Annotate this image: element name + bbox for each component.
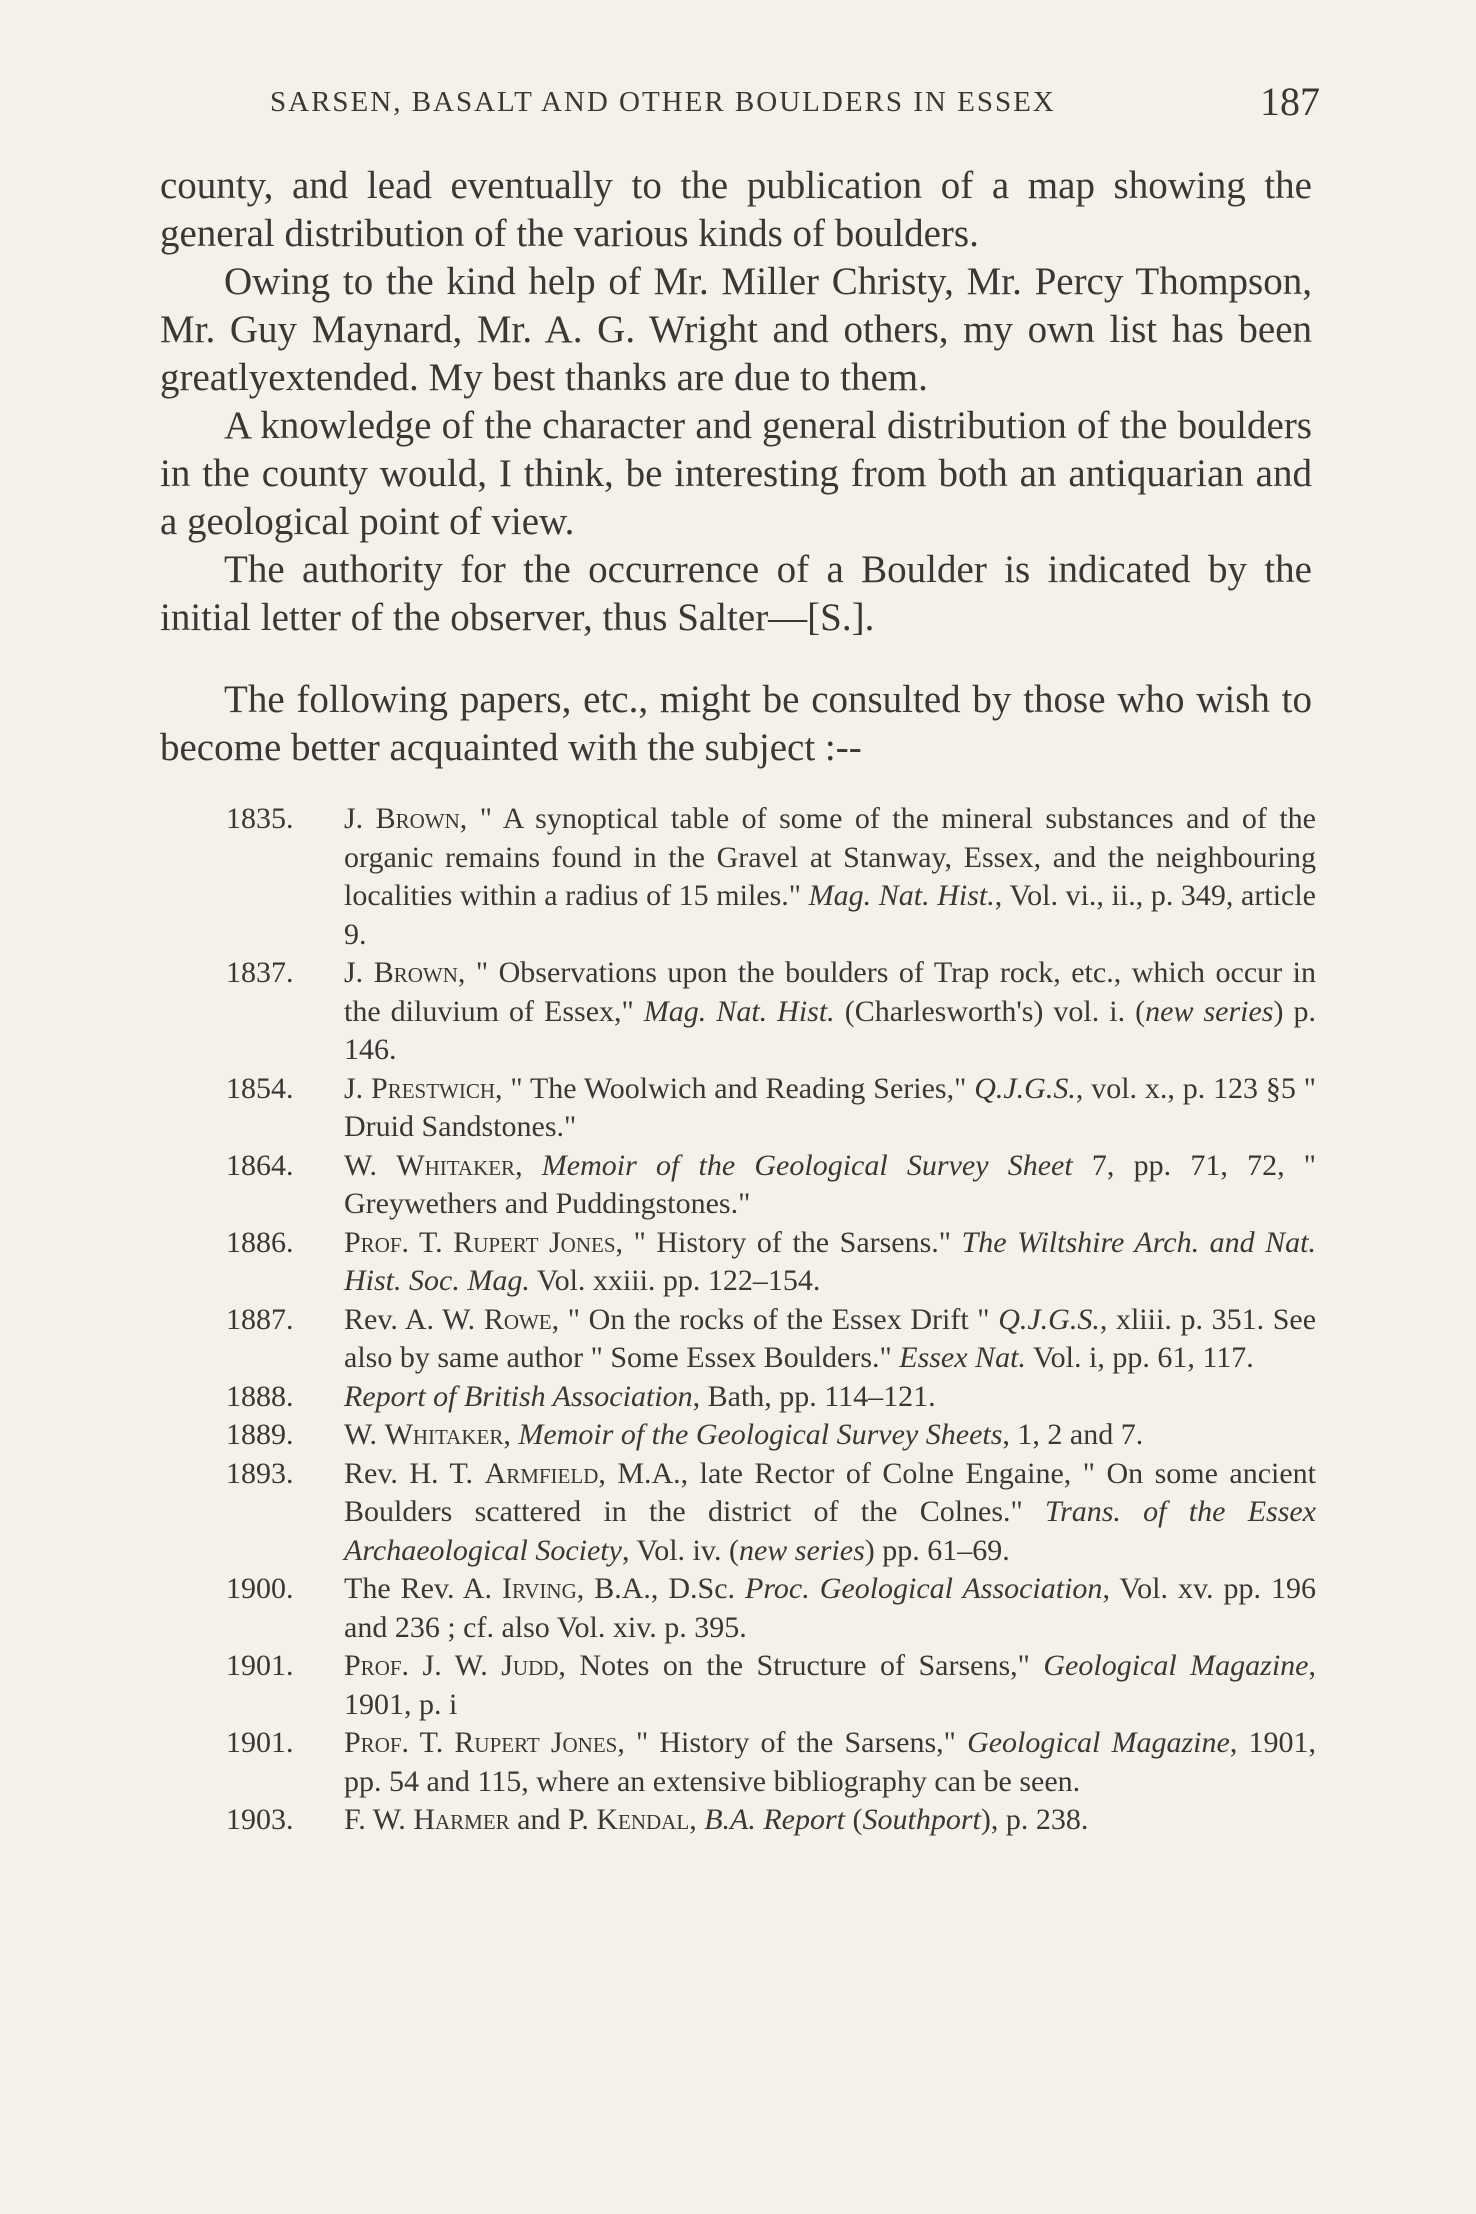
citation-text: (	[845, 1803, 863, 1836]
paragraph: The authority for the occurrence of a Boulder is indicated by the initial letter of the observer, thus Salter—[S.].	[160, 548, 1312, 639]
citation-text: F. W.	[344, 1803, 414, 1836]
entry-year: 1864.	[226, 1148, 294, 1182]
citation-text: , vol. x., p. 123 §5 " Druid Sandstones."	[344, 1071, 1316, 1143]
citation-text: , 1901, pp. 54 and 115, where an extensive bibliography can be seen.	[344, 1726, 1316, 1798]
citation-text: , " History of the Sarsens."	[615, 1225, 962, 1259]
paragraph: county, and lead eventually to the publication of a map showing the general distribution of the various kinds of boulders.	[160, 164, 1312, 255]
entry-year: 1903.	[226, 1803, 294, 1836]
citation-text: , B.A., D.Sc.	[576, 1572, 746, 1605]
citation-text: J.	[344, 956, 374, 989]
citation-text: Rev. H. T.	[344, 1456, 485, 1490]
running-title: SARSEN, BASALT AND OTHER BOULDERS IN ESSEX	[270, 86, 1056, 118]
author-name: Whitaker	[384, 1418, 504, 1451]
citation-text: ), p. 238.	[980, 1803, 1089, 1836]
citation-title: Trans. of the Essex Archaeological Society	[344, 1495, 1317, 1567]
citation-title: Q.J.G.S.	[998, 1302, 1100, 1336]
citation-text: J.	[344, 1071, 372, 1105]
citation-text: Rev. A. W.	[344, 1302, 484, 1336]
citation-title: The Wiltshire Arch. and Nat. Hist. Soc. Mag.	[344, 1225, 1317, 1297]
citation-text: , Vol. iv. (	[621, 1533, 739, 1567]
citation-text: , M.A., late Rector of Colne Engaine, " On some ancient Boulders scattered in the district of the Colnes."	[344, 1456, 1316, 1528]
citation-text: ,	[689, 1803, 705, 1836]
entry-year: 1886.	[226, 1225, 294, 1259]
citation-text: , " The Woolwich and Reading Series,"	[495, 1071, 975, 1105]
citation-text: , 1, 2 and 7.	[1002, 1418, 1144, 1451]
running-header	[270, 79, 1320, 124]
entry-citation	[344, 1416, 1316, 1455]
bibliography-entry	[226, 1724, 1316, 1801]
entry-year: 1901.	[226, 1726, 294, 1759]
bibliography-intro: The following papers, etc., might be consulted by those who wish to become better acquainted with the subject :--	[160, 678, 1312, 769]
author-name: Judd	[501, 1649, 559, 1682]
entry-year: 1835.	[226, 802, 294, 835]
citation-text: , " On the rocks of the Essex Drift "	[551, 1302, 999, 1336]
entry-citation	[344, 1070, 1316, 1147]
citation-title: Report of British Association	[344, 1379, 693, 1413]
entry-year: 1900.	[226, 1572, 294, 1605]
author-name: Whitaker	[396, 1148, 516, 1182]
author-name: Prof	[344, 1649, 402, 1682]
entry-citation	[344, 1224, 1316, 1301]
citation-text: . T.	[401, 1726, 455, 1759]
citation-text: ) pp. 61–69.	[864, 1533, 1010, 1567]
entry-citation	[344, 1301, 1316, 1378]
citation-title: Proc. Geological Association	[745, 1572, 1103, 1605]
bibliography-entry	[226, 1070, 1316, 1147]
citation-text: Vol. i, pp. 61, 117.	[1025, 1341, 1254, 1374]
citation-text: , " A synoptical table of some of the mineral substances and of the organic remains found in the Gravel at Stanway, Essex, and the neighbouring localities within a radius of 15 miles."	[344, 802, 1316, 912]
author-name: Brown	[373, 956, 458, 989]
page-number: 187	[1260, 79, 1320, 124]
citation-text: ) p. 146.	[344, 994, 1316, 1066]
citation-title: Mag. Nat. Hist.	[808, 879, 995, 912]
bibliography-entry	[226, 1301, 1316, 1378]
citation-text: (Charlesworth's) vol. i. (	[834, 994, 1146, 1028]
citation-text: . J. W.	[401, 1649, 502, 1682]
bibliography-entry	[226, 1647, 1316, 1724]
entry-citation	[344, 1801, 1316, 1840]
citation-text: Vol. xxiii. pp. 122–154.	[529, 1264, 821, 1297]
citation-text: , 1901, p. i	[344, 1649, 1316, 1721]
citation-text: ,	[515, 1148, 542, 1182]
citation-title: B.A. Report	[704, 1803, 845, 1836]
entry-citation	[344, 1647, 1316, 1724]
bibliography-entry	[226, 1378, 1316, 1417]
citation-text: . T.	[401, 1225, 454, 1259]
entry-year: 1889.	[226, 1418, 294, 1451]
paragraph: A knowledge of the character and general distribution of the boulders in the county would, I think, be interesting from both an antiquarian and a geological point of view.	[160, 404, 1312, 543]
citation-text: J.	[344, 802, 376, 835]
citation-text: W.	[344, 1148, 397, 1182]
citation-title: Southport	[862, 1803, 981, 1836]
author-name: Brown	[375, 802, 460, 835]
entry-year: 1901.	[226, 1649, 294, 1682]
citation-text: 7, pp. 71, 72, " Greywethers and Puddingstones."	[344, 1148, 1317, 1220]
citation-text: , Bath, pp. 114–121.	[692, 1379, 936, 1413]
citation-text: The Rev. A.	[344, 1572, 502, 1605]
citation-text: , " Observations upon the boulders of Trap rock, etc., which occur in the diluvium of Essex,"	[344, 956, 1316, 1028]
bibliography-entry	[226, 1147, 1316, 1224]
author-name: Prestwich	[371, 1071, 496, 1105]
entry-year: 1888.	[226, 1379, 294, 1413]
citation-title: Mag. Nat. Hist.	[643, 994, 835, 1028]
entry-citation	[344, 800, 1316, 954]
author-name: Prof	[344, 1225, 402, 1259]
citation-text: and P.	[509, 1803, 597, 1836]
bibliography-list	[226, 800, 1316, 1840]
entry-citation	[344, 954, 1316, 1070]
author-name: Harmer	[413, 1803, 510, 1836]
entry-citation	[344, 1724, 1316, 1801]
bibliography-entry	[226, 954, 1316, 1070]
citation-text: , Vol. vi., ii., p. 349, article 9.	[344, 879, 1316, 951]
author-name: Irving	[501, 1572, 577, 1605]
citation-text: , xliii. p. 351. See also by same author " Some Essex Boulders."	[344, 1302, 1317, 1374]
citation-text: ,	[503, 1418, 519, 1451]
author-name: Rupert Jones	[454, 1726, 618, 1759]
citation-title: Memoir of the Geological Survey Sheet	[541, 1148, 1073, 1182]
author-name: Rowe	[483, 1302, 552, 1336]
citation-title: new series	[738, 1533, 865, 1567]
entry-year: 1893.	[226, 1456, 294, 1490]
bibliography-entry	[226, 1801, 1316, 1840]
bibliography-entry	[226, 1224, 1316, 1301]
paragraph: Owing to the kind help of Mr. Miller Christy, Mr. Percy Thompson, Mr. Guy Maynard, Mr. A. G. Wright and others, my own list has been greatlyextended. My best thanks are due to them.	[160, 260, 1312, 399]
entry-year: 1887.	[226, 1302, 294, 1336]
bibliography-entry	[226, 800, 1316, 954]
entry-citation	[344, 1570, 1316, 1647]
author-name: Rupert Jones	[453, 1225, 616, 1259]
citation-title: Geological Magazine	[967, 1726, 1230, 1759]
author-name: Armfield	[484, 1456, 599, 1490]
citation-title: new series	[1145, 994, 1274, 1028]
entry-citation	[344, 1378, 1316, 1417]
entry-year: 1854.	[226, 1071, 294, 1105]
bibliography-entry	[226, 1570, 1316, 1647]
citation-text: , Notes on the Structure of Sarsens,"	[558, 1649, 1044, 1682]
bibliography-entry	[226, 1455, 1316, 1571]
entry-year: 1837.	[226, 956, 294, 989]
citation-title: Geological Magazine	[1043, 1649, 1309, 1682]
body-text	[160, 162, 1312, 772]
citation-title: Q.J.G.S.	[974, 1071, 1076, 1105]
entry-citation	[344, 1147, 1316, 1224]
citation-title: Essex Nat.	[899, 1341, 1026, 1374]
citation-text: , " History of the Sarsens,"	[617, 1726, 968, 1759]
citation-text: , Vol. xv. pp. 196 and 236 ; cf. also Vol. xiv. p. 395.	[344, 1572, 1316, 1644]
author-name: Kendal	[596, 1803, 690, 1836]
citation-text: W.	[344, 1418, 385, 1451]
citation-title: Memoir of the Geological Survey Sheets	[518, 1418, 1003, 1451]
entry-citation	[344, 1455, 1316, 1571]
bibliography-entry	[226, 1416, 1316, 1455]
author-name: Prof	[344, 1726, 402, 1759]
